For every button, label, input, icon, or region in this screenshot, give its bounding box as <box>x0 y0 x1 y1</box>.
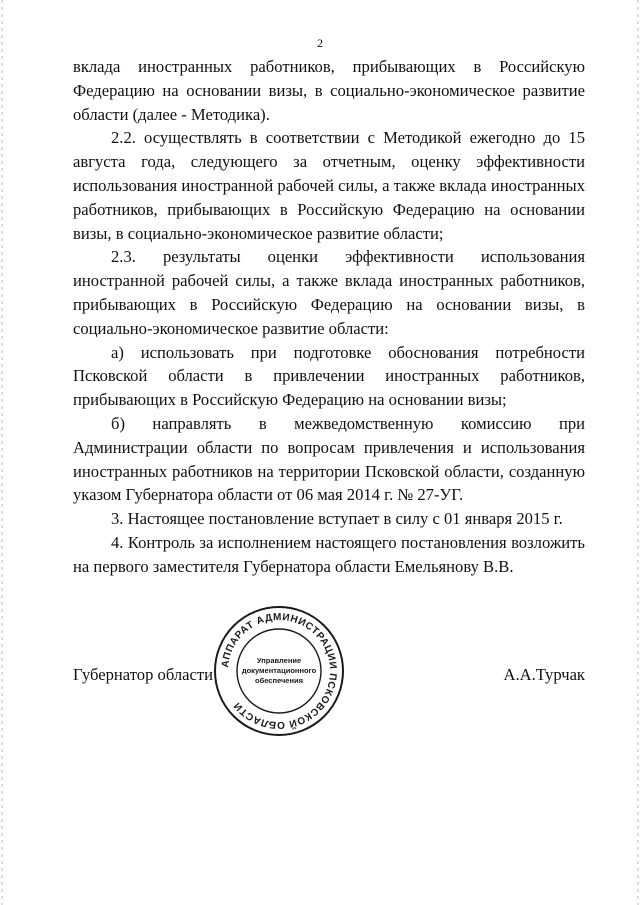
paragraph-item-a: а) использовать при подготовке обоснования потребности Псковской области в привлечении иностранных работников, прибывающих в Российскую Федерацию на основании визы; <box>73 342 585 410</box>
paragraph-3: 3. Настоящее постановление вступает в силу с 01 января 2015 г. <box>111 509 563 529</box>
scan-edge-right <box>637 0 639 905</box>
paragraph-4: 4. Контроль за исполнением настоящего постановления возложить на первого заместителя Губернатора области Емельянову В.В. <box>73 532 585 576</box>
paragraph-2-2: 2.2. осуществлять в соответствии с Методикой ежегодно до 15 августа года, следующего за отчетным, оценку эффективности использования иностранной рабочей силы, а также вклада иностранных работников, прибывающих в Российскую Федерацию на основании визы, в социально-экономическое развитие области; <box>73 128 585 243</box>
paragraph-continuation: вклада иностранных работников, прибывающих в Российскую Федерацию на основании визы, в социально-экономическое развитие области (далее - Методика). <box>73 57 585 124</box>
svg-text:Управление: Управление <box>256 656 302 665</box>
scan-edge-left <box>1 0 3 905</box>
signatory-name: А.А.Турчак <box>503 665 585 684</box>
paragraph-item-b: б) направлять в межведомственную комиссию при Администрации области по вопросам привлечения и использования иностранных работников на территории Псковской области, созданную указом Губернатора области от 06 мая 2014 г. № 27-УГ. <box>73 413 585 505</box>
page-number: 2 <box>317 36 323 50</box>
paragraph-2-3: 2.3. результаты оценки эффективности использования иностранной рабочей силы, а также вклада иностранных работников, прибывающих в Российскую Федерацию на основании визы, в социально-экономическое развитие области: <box>73 247 585 338</box>
document-body <box>73 55 585 579</box>
svg-text:АППАРАТ АДМИНИСТРАЦИИ ПСКОВСКО: АППАРАТ АДМИНИСТРАЦИИ ПСКОВСКОЙ ОБЛАСТИ <box>220 611 339 731</box>
svg-text:документационного: документационного <box>241 666 317 675</box>
official-stamp <box>212 604 346 738</box>
svg-text:обеспечения: обеспечения <box>254 676 304 685</box>
signatory-title: Губернатор области <box>73 665 213 684</box>
